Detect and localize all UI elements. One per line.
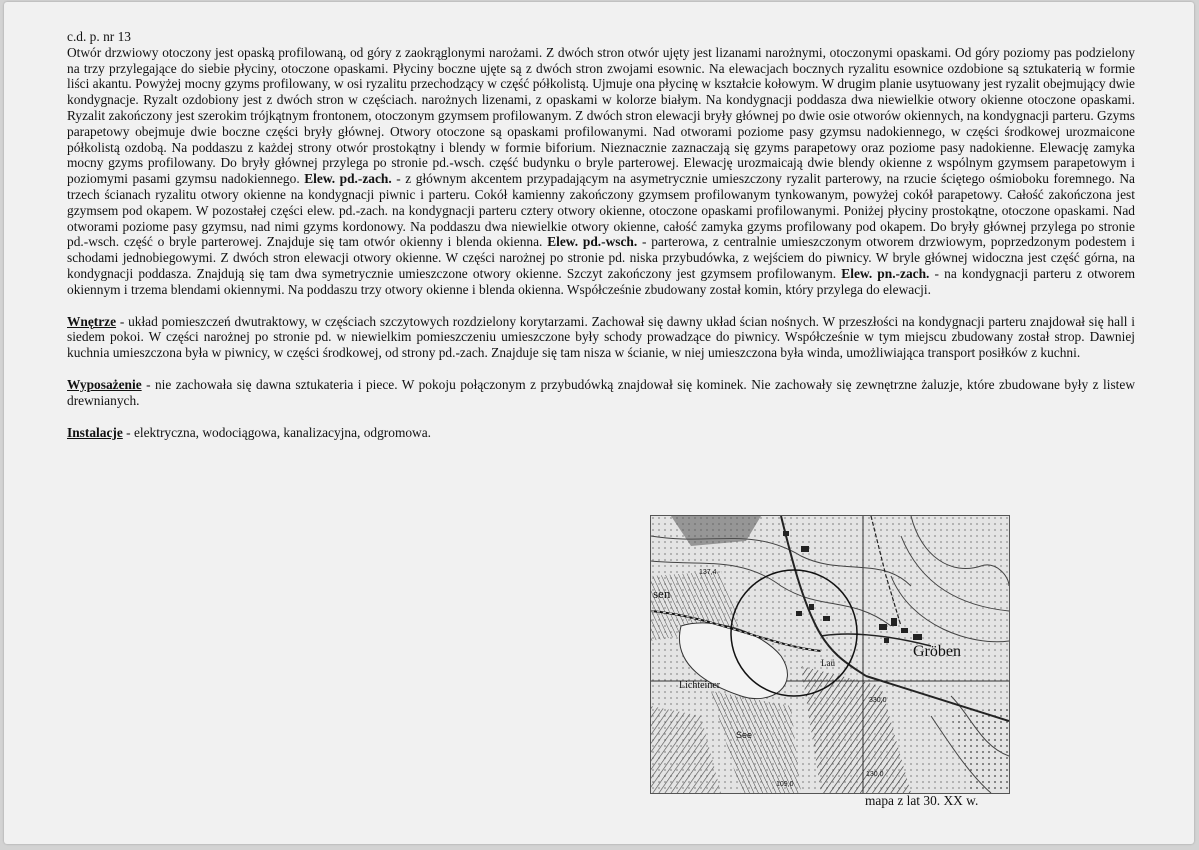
map-label-lichteiner: Lichteiner xyxy=(679,680,721,691)
equipment-text: - nie zachowała się dawna sztukateria i piece. W pokoju połączonym z przybudówką znajdował się kominek. Nie zachowały się zewnętrzne żaluzje, które zbudowane były z listew drewnianych. xyxy=(67,376,1135,408)
facade-text-2: - z głównym akcentem przypadającym na asymetrycznie umieszczony ryzalit parterowy, na rzucie ściętego ośmioboku foremnego. Na trzech ścianach ryzalitu otwory okienne na kondygnacji piwnic i parteru. Cokół kamienny zakończony gzymsem profilowanym tynkowanym, powyżej cokół parapetowy. Całość zakończona jest gzymsem pod okapem. W pozostałej części elew. pd.-zach. na kondygnacji parteru cztery otwory okienne, otoczone opaskami profilowanymi. Poniżej płyciny prostokątne, otoczone opaskami. Nad otworami poziome pasy gzymsu, nad nimi gzyms kordonowy. Na poddaszu dwa niewielkie otwory okienne, całość zamyka gzyms profilowany pod okapem. Do bryły głównej przylega po stronie pd.-wsch. część o bryle parterowej. Znajduje się tam otwór okienny i blenda okienna. xyxy=(67,171,1135,250)
facade-heading-sw: Elew. pd.-zach. xyxy=(304,171,392,187)
map-label-place: Laü xyxy=(821,658,835,668)
map-label-elevation-1: 137,4 xyxy=(699,569,717,576)
facade-heading-nw: Elew. pn.-zach. xyxy=(841,265,930,281)
map-label-groben: Gröben xyxy=(913,643,961,660)
facade-heading-se: Elew. pd.-wsch. xyxy=(547,234,638,250)
page-header: c.d. p. nr 13 xyxy=(67,29,131,44)
paragraph-installations xyxy=(67,425,1135,441)
map-label-sen: sen xyxy=(653,586,671,601)
map-label-elevation-2: 330,0 xyxy=(869,697,887,704)
document-body xyxy=(67,29,1135,440)
installations-text: - elektryczna, wodociągowa, kanalizacyjna, odgromowa. xyxy=(122,424,432,440)
document-page xyxy=(4,2,1194,844)
facade-text-4: - na kondygnacji parteru z otworem okiennym i trzema blendami okiennymi. Na poddaszu trzy otwory okienne i blenda okienna. Współcześnie zbudowany został komin, który przylega do elewacji. xyxy=(67,265,1135,297)
map-label-see: See xyxy=(736,730,753,740)
facade-text-1: Otwór drzwiowy otoczony jest opaską profilowaną, od góry z zaokrąglonymi narożami. Z dwóch stron otwór ujęty jest lizanami narożnymi, otoczonymi opaskami. Od góry poziomy pas podzielony na trzy przylegające do siebie płyciny, otoczone opaskami. Płyciny boczne ujęte są z dwóch stron zwojami esownic. Na elewacjach bocznych ryzalitu esownice ozdobione są sztukaterią w formie liści akantu. Powyżej mocny gzyms profilowany, w osi ryzalitu przechodzący w część półkolistą. Ujmuje ona płycinę w kształcie kołowym. W drugim planie usytuowany jest ryzalit obejmujący dwie kondygnacje. Ryzalt ozdobiony jest z dwóch stron w częściach. narożnych lizenami, z opaskami w kolorze białym. Na kondygnacji poddasza dwa niewielkie otwory okienne otoczone opaskami. Ryzalit zakończony jest szerokim trójkątnym frontonem, otoczonym gzymsem profilowanym. Z dwóch stron elewacji bryły głównej po dwie osie otworów okiennych, na kondygnacji parteru. Gzyms parapetowy obejmuje dwie boczne części bryły głównej. Otwory otoczone są opaskami profilowanymi. Nad otworami poziome pasy gzymsu nadokiennego, w części środkowej urozmaicone półkolistą ozdobą. Na poddaszu z każdej strony otwór prostokątny i blendy w formie biforium. Nieznacznie zaznaczają się gzyms parapetowy oraz poziome pasy nadokienne. Elewację zamyka mocny gzyms profilowany. Do bryły głównej przylega po stronie pd.-wsch. część budynku o bryle parterowej. Elewację urozmaicają dwie blendy okienne z wspólnym gzymsem parapetowym i poziomymi pasami gzymsu nadokiennego. xyxy=(67,44,1135,187)
equipment-heading: Wyposażenie xyxy=(67,376,142,392)
interior-text: - układ pomieszczeń dwutraktowy, w częściach szczytowych rozdzielony korytarzami. Zachował się dawny układ ścian nośnych. W przeszłości na kondygnacji parteru znajdował się hall i siedem pokoi. W części narożnej po stronie pd. w niewielkim pomieszczeniu umieszczone były schody prowadzące do piwnicy. Współcześnie w tym miejscu zbudowany został strop. Dawniej kuchnia umieszczona była w piwnicy, w części środkowej, od strony pd.-zach. Znajduje się tam nisza w ścianie, w niej umieszczona była winda, umożliwiająca transport posiłków z kuchni. xyxy=(67,313,1135,361)
map-caption: mapa z lat 30. XX w. xyxy=(865,793,979,808)
installations-heading: Instalacje xyxy=(67,424,123,440)
paragraph-interior xyxy=(67,314,1135,361)
facade-text-3: - parterowa, z centralnie umieszczonym otworem drzwiowym, poprzedzonym podestem i schodami jednobiegowymi. Z dwóch stron elewacji otwory okienne. W części narożnej po stronie pd. niska przybudówka, z wejściem do piwnicy. W bryle głównej widoczna jest część górna, na kondygnacji poddasza. Znajdują się tam dwa symetrycznie umieszczone otwory okienne. Szczyt zakończony jest gzymsem profilowanym. xyxy=(67,234,1135,281)
map-label-elevation-4: 109,0 xyxy=(776,781,794,788)
map-label-elevation-3: 130,0 xyxy=(866,771,884,778)
interior-heading: Wnętrze xyxy=(67,313,117,329)
paragraph-facade xyxy=(67,45,1135,298)
paragraph-equipment xyxy=(67,377,1135,409)
historic-map xyxy=(650,515,1010,794)
